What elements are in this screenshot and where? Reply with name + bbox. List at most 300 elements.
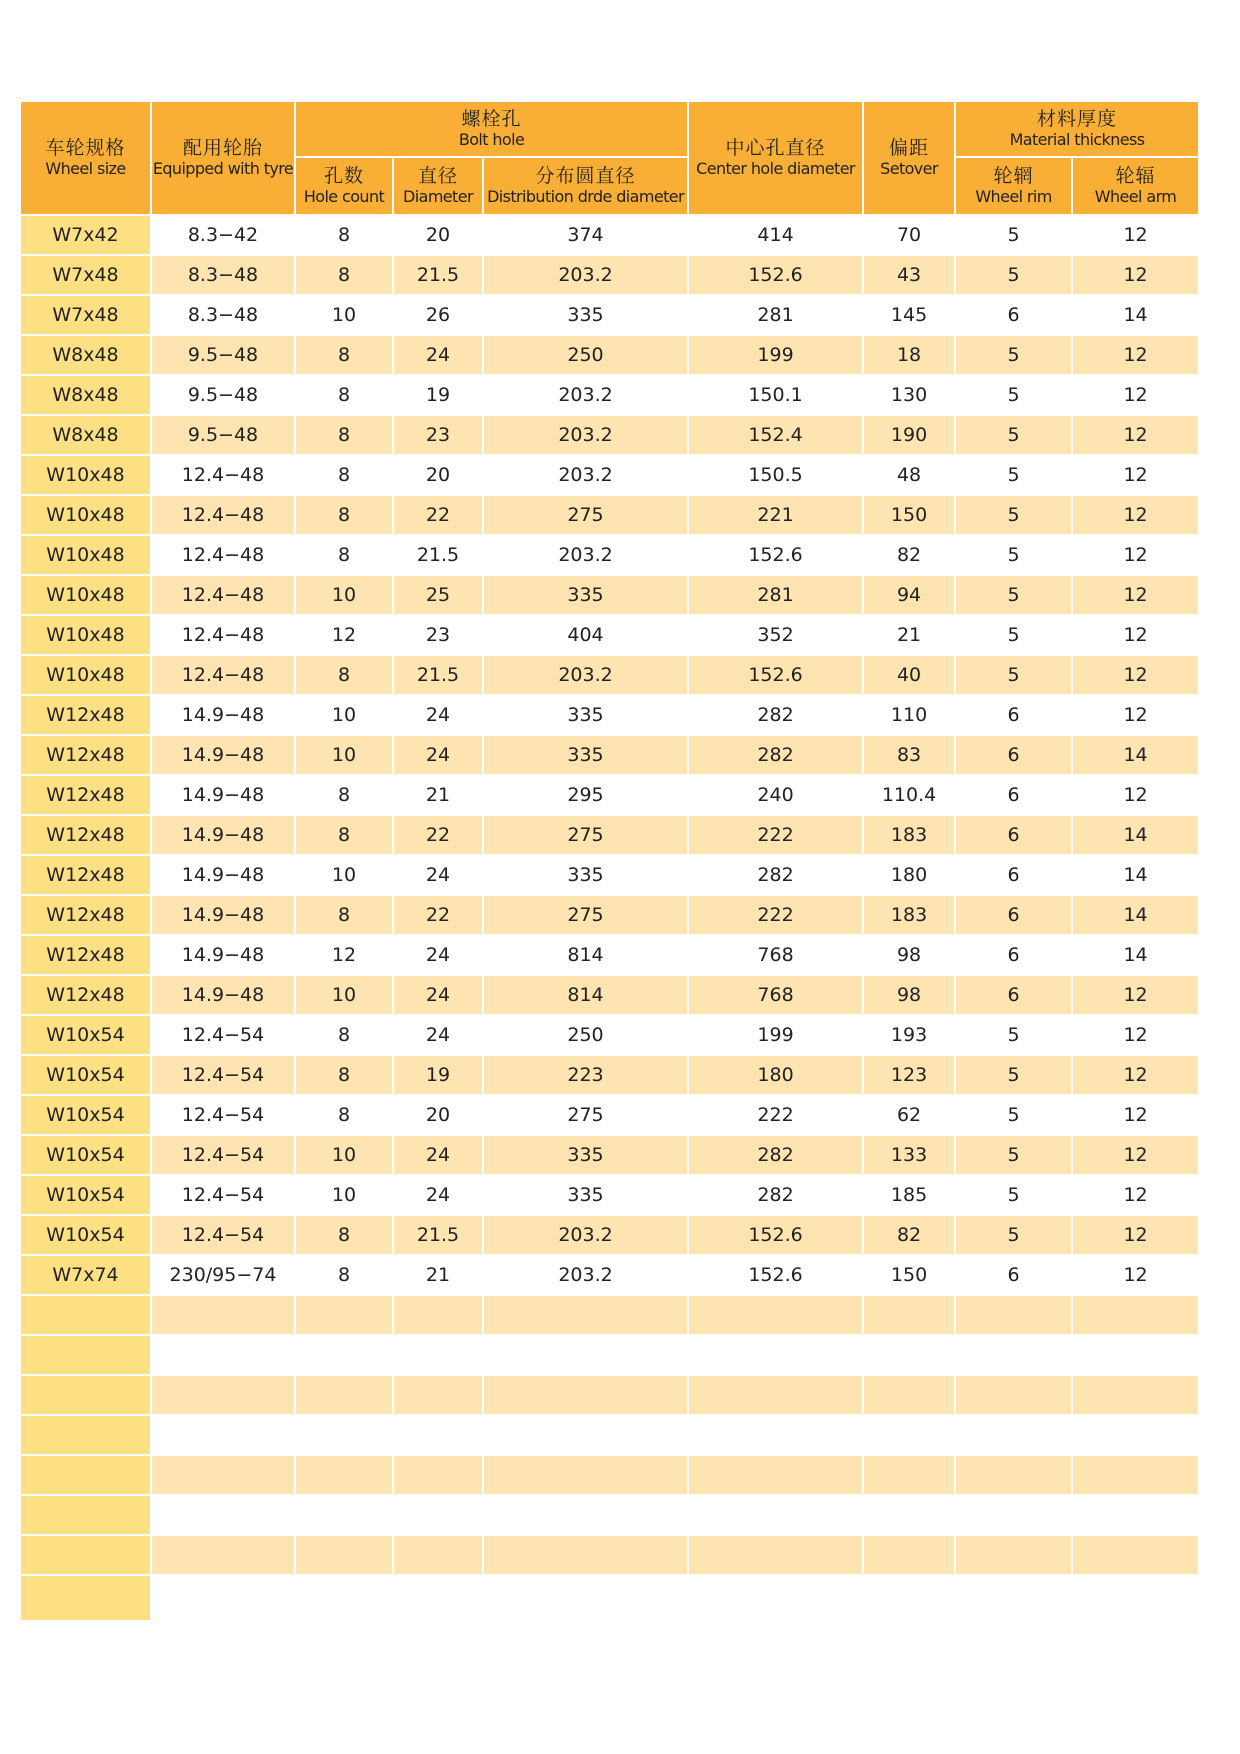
cell-tyre: 9.5−48 xyxy=(152,336,296,376)
cell-setover: 133 xyxy=(864,1136,956,1176)
cell-setover: 82 xyxy=(864,1216,956,1256)
cell-diameter xyxy=(394,1416,484,1456)
cell-wheel-rim: 5 xyxy=(956,256,1073,296)
cell-hole-count: 12 xyxy=(296,616,394,656)
cell-tyre: 12.4−54 xyxy=(152,1216,296,1256)
cell-wheel-rim: 5 xyxy=(956,216,1073,256)
cell-diameter: 22 xyxy=(394,896,484,936)
cell-setover: 185 xyxy=(864,1176,956,1216)
wheel-spec-table xyxy=(21,102,1198,1622)
cell-distribution-diameter xyxy=(484,1456,689,1496)
table-row xyxy=(21,536,1198,576)
cell-tyre: 12.4−54 xyxy=(152,1176,296,1216)
cell-wheel-rim xyxy=(956,1296,1073,1336)
cell-diameter: 21 xyxy=(394,1256,484,1296)
cell-center-hole: 180 xyxy=(689,1056,864,1096)
cell-wheel-rim: 5 xyxy=(956,576,1073,616)
cell-hole-count: 10 xyxy=(296,736,394,776)
cell-hole-count: 8 xyxy=(296,376,394,416)
cell-wheel-rim: 6 xyxy=(956,816,1073,856)
cell-wheel-size xyxy=(21,1536,152,1576)
cell-center-hole: 282 xyxy=(689,1176,864,1216)
cell-distribution-diameter xyxy=(484,1416,689,1456)
col-wheel-arm-zh: 轮辐 xyxy=(1115,165,1156,187)
cell-diameter: 22 xyxy=(394,816,484,856)
table-row xyxy=(21,1216,1198,1256)
cell-setover: 43 xyxy=(864,256,956,296)
cell-wheel-rim: 5 xyxy=(956,336,1073,376)
cell-wheel-size: W10x54 xyxy=(21,1136,152,1176)
cell-diameter xyxy=(394,1576,484,1622)
cell-wheel-size: W12x48 xyxy=(21,776,152,816)
cell-setover: 48 xyxy=(864,456,956,496)
cell-diameter: 20 xyxy=(394,456,484,496)
cell-diameter: 21.5 xyxy=(394,656,484,696)
cell-wheel-size: W12x48 xyxy=(21,976,152,1016)
cell-center-hole xyxy=(689,1416,864,1456)
table-row xyxy=(21,856,1198,896)
cell-hole-count: 10 xyxy=(296,1176,394,1216)
group-material-thickness xyxy=(956,102,1198,158)
table-row xyxy=(21,1376,1198,1416)
cell-wheel-size: W12x48 xyxy=(21,816,152,856)
cell-tyre: 12.4−48 xyxy=(152,496,296,536)
cell-diameter xyxy=(394,1296,484,1336)
cell-wheel-rim: 5 xyxy=(956,496,1073,536)
cell-distribution-diameter: 203.2 xyxy=(484,536,689,576)
col-wheel-rim-zh: 轮辋 xyxy=(993,165,1034,187)
cell-tyre: 8.3−48 xyxy=(152,256,296,296)
group-bolt-hole-en: Bolt hole xyxy=(458,130,525,149)
cell-hole-count: 8 xyxy=(296,256,394,296)
cell-diameter: 23 xyxy=(394,416,484,456)
cell-diameter: 20 xyxy=(394,1096,484,1136)
cell-diameter: 20 xyxy=(394,216,484,256)
cell-setover: 130 xyxy=(864,376,956,416)
cell-wheel-arm: 12 xyxy=(1073,216,1198,256)
cell-distribution-diameter: 203.2 xyxy=(484,1216,689,1256)
cell-tyre: 9.5−48 xyxy=(152,416,296,456)
cell-diameter: 21.5 xyxy=(394,256,484,296)
cell-wheel-arm xyxy=(1073,1296,1198,1336)
cell-wheel-size: W10x54 xyxy=(21,1016,152,1056)
cell-distribution-diameter: 374 xyxy=(484,216,689,256)
cell-wheel-rim: 5 xyxy=(956,1056,1073,1096)
cell-wheel-arm: 12 xyxy=(1073,1256,1198,1296)
cell-diameter: 24 xyxy=(394,1176,484,1216)
table-row xyxy=(21,1256,1198,1296)
cell-distribution-diameter: 203.2 xyxy=(484,376,689,416)
table-row xyxy=(21,696,1198,736)
cell-wheel-rim: 5 xyxy=(956,1216,1073,1256)
cell-wheel-size xyxy=(21,1296,152,1336)
cell-setover: 18 xyxy=(864,336,956,376)
cell-distribution-diameter: 335 xyxy=(484,736,689,776)
cell-wheel-arm: 12 xyxy=(1073,536,1198,576)
cell-hole-count: 10 xyxy=(296,696,394,736)
cell-setover xyxy=(864,1456,956,1496)
cell-wheel-size: W12x48 xyxy=(21,856,152,896)
cell-wheel-size xyxy=(21,1336,152,1376)
cell-setover: 70 xyxy=(864,216,956,256)
cell-center-hole xyxy=(689,1336,864,1376)
cell-setover xyxy=(864,1296,956,1336)
cell-center-hole: 768 xyxy=(689,976,864,1016)
col-tyre-en: Equipped with tyre xyxy=(152,159,294,178)
cell-wheel-rim xyxy=(956,1496,1073,1536)
cell-wheel-rim: 6 xyxy=(956,1256,1073,1296)
cell-distribution-diameter: 275 xyxy=(484,1096,689,1136)
cell-distribution-diameter: 275 xyxy=(484,816,689,856)
cell-setover: 190 xyxy=(864,416,956,456)
cell-distribution-diameter: 250 xyxy=(484,1016,689,1056)
cell-wheel-rim: 5 xyxy=(956,1136,1073,1176)
cell-wheel-rim: 6 xyxy=(956,696,1073,736)
cell-wheel-rim: 5 xyxy=(956,376,1073,416)
cell-wheel-size xyxy=(21,1456,152,1496)
cell-hole-count xyxy=(296,1536,394,1576)
cell-tyre: 230/95−74 xyxy=(152,1256,296,1296)
cell-distribution-diameter: 275 xyxy=(484,496,689,536)
cell-wheel-arm: 12 xyxy=(1073,576,1198,616)
cell-diameter xyxy=(394,1456,484,1496)
cell-wheel-rim: 5 xyxy=(956,536,1073,576)
cell-wheel-arm xyxy=(1073,1416,1198,1456)
cell-hole-count xyxy=(296,1456,394,1496)
table-row xyxy=(21,976,1198,1016)
cell-distribution-diameter xyxy=(484,1336,689,1376)
cell-setover xyxy=(864,1376,956,1416)
cell-wheel-arm: 14 xyxy=(1073,816,1198,856)
cell-wheel-rim: 6 xyxy=(956,296,1073,336)
col-setover xyxy=(864,102,956,216)
cell-center-hole: 222 xyxy=(689,1096,864,1136)
cell-wheel-arm: 12 xyxy=(1073,496,1198,536)
cell-center-hole xyxy=(689,1496,864,1536)
cell-tyre: 8.3−48 xyxy=(152,296,296,336)
cell-diameter: 19 xyxy=(394,376,484,416)
table-row xyxy=(21,1296,1198,1336)
cell-wheel-rim: 5 xyxy=(956,416,1073,456)
cell-tyre xyxy=(152,1456,296,1496)
cell-setover: 150 xyxy=(864,496,956,536)
table-row xyxy=(21,656,1198,696)
cell-diameter: 24 xyxy=(394,1016,484,1056)
cell-wheel-rim xyxy=(956,1336,1073,1376)
cell-distribution-diameter: 335 xyxy=(484,856,689,896)
cell-distribution-diameter: 275 xyxy=(484,896,689,936)
cell-distribution-diameter xyxy=(484,1496,689,1536)
cell-wheel-arm xyxy=(1073,1336,1198,1376)
col-distribution-zh: 分布圆直径 xyxy=(535,165,636,187)
cell-center-hole: 150.1 xyxy=(689,376,864,416)
cell-wheel-rim xyxy=(956,1536,1073,1576)
cell-distribution-diameter: 335 xyxy=(484,1136,689,1176)
table-row xyxy=(21,1136,1198,1176)
cell-diameter: 21 xyxy=(394,776,484,816)
table-row xyxy=(21,736,1198,776)
cell-wheel-arm xyxy=(1073,1576,1198,1622)
table-row xyxy=(21,1576,1198,1622)
cell-wheel-arm: 12 xyxy=(1073,1216,1198,1256)
cell-diameter xyxy=(394,1336,484,1376)
cell-center-hole: 152.6 xyxy=(689,256,864,296)
cell-wheel-arm: 12 xyxy=(1073,776,1198,816)
cell-tyre: 12.4−48 xyxy=(152,456,296,496)
table-row xyxy=(21,296,1198,336)
cell-setover xyxy=(864,1576,956,1622)
cell-diameter: 24 xyxy=(394,736,484,776)
cell-hole-count xyxy=(296,1416,394,1456)
cell-diameter: 21.5 xyxy=(394,536,484,576)
cell-wheel-rim: 6 xyxy=(956,896,1073,936)
group-bolt-hole-zh: 螺栓孔 xyxy=(461,108,522,130)
cell-wheel-size: W10x54 xyxy=(21,1176,152,1216)
cell-center-hole: 222 xyxy=(689,896,864,936)
col-setover-en: Setover xyxy=(880,159,938,178)
cell-hole-count: 10 xyxy=(296,1136,394,1176)
table-row xyxy=(21,816,1198,856)
cell-tyre: 14.9−48 xyxy=(152,976,296,1016)
cell-distribution-diameter: 814 xyxy=(484,936,689,976)
cell-diameter: 26 xyxy=(394,296,484,336)
cell-tyre: 8.3−42 xyxy=(152,216,296,256)
table-row xyxy=(21,216,1198,256)
cell-hole-count: 8 xyxy=(296,776,394,816)
cell-wheel-arm: 12 xyxy=(1073,656,1198,696)
cell-wheel-size: W12x48 xyxy=(21,936,152,976)
cell-wheel-size: W10x48 xyxy=(21,656,152,696)
cell-setover xyxy=(864,1496,956,1536)
cell-diameter: 24 xyxy=(394,1136,484,1176)
cell-distribution-diameter: 404 xyxy=(484,616,689,656)
col-diameter-en: Diameter xyxy=(403,187,473,206)
cell-wheel-arm xyxy=(1073,1376,1198,1416)
cell-tyre: 14.9−48 xyxy=(152,776,296,816)
cell-diameter xyxy=(394,1536,484,1576)
cell-wheel-size: W10x48 xyxy=(21,496,152,536)
cell-wheel-size: W10x48 xyxy=(21,456,152,496)
cell-tyre xyxy=(152,1296,296,1336)
cell-tyre xyxy=(152,1576,296,1622)
cell-center-hole: 282 xyxy=(689,696,864,736)
cell-hole-count: 8 xyxy=(296,1256,394,1296)
table-row xyxy=(21,896,1198,936)
table-row xyxy=(21,256,1198,296)
cell-hole-count: 8 xyxy=(296,216,394,256)
cell-wheel-size: W8x48 xyxy=(21,336,152,376)
cell-setover: 21 xyxy=(864,616,956,656)
cell-wheel-size xyxy=(21,1576,152,1622)
cell-center-hole: 282 xyxy=(689,856,864,896)
cell-hole-count: 8 xyxy=(296,1096,394,1136)
cell-wheel-rim: 5 xyxy=(956,1176,1073,1216)
cell-setover: 98 xyxy=(864,936,956,976)
cell-wheel-arm: 12 xyxy=(1073,616,1198,656)
table-row xyxy=(21,1176,1198,1216)
cell-wheel-rim: 5 xyxy=(956,1096,1073,1136)
cell-distribution-diameter: 335 xyxy=(484,296,689,336)
cell-distribution-diameter xyxy=(484,1576,689,1622)
cell-hole-count xyxy=(296,1336,394,1376)
cell-wheel-rim xyxy=(956,1576,1073,1622)
cell-wheel-size: W10x48 xyxy=(21,616,152,656)
cell-wheel-arm: 12 xyxy=(1073,336,1198,376)
cell-tyre: 14.9−48 xyxy=(152,816,296,856)
cell-wheel-size xyxy=(21,1416,152,1456)
cell-tyre: 12.4−54 xyxy=(152,1056,296,1096)
cell-wheel-size: W7x74 xyxy=(21,1256,152,1296)
cell-distribution-diameter: 814 xyxy=(484,976,689,1016)
cell-tyre: 14.9−48 xyxy=(152,936,296,976)
cell-tyre: 12.4−48 xyxy=(152,576,296,616)
cell-setover: 123 xyxy=(864,1056,956,1096)
cell-distribution-diameter: 203.2 xyxy=(484,456,689,496)
cell-center-hole: 152.4 xyxy=(689,416,864,456)
table-row xyxy=(21,456,1198,496)
cell-wheel-arm xyxy=(1073,1456,1198,1496)
cell-setover: 94 xyxy=(864,576,956,616)
cell-center-hole: 152.6 xyxy=(689,656,864,696)
cell-diameter: 21.5 xyxy=(394,1216,484,1256)
cell-tyre: 12.4−48 xyxy=(152,536,296,576)
cell-hole-count: 10 xyxy=(296,856,394,896)
col-distribution xyxy=(484,158,689,216)
cell-wheel-arm: 14 xyxy=(1073,296,1198,336)
cell-center-hole xyxy=(689,1456,864,1496)
table-row xyxy=(21,1336,1198,1376)
table-row xyxy=(21,376,1198,416)
cell-hole-count: 8 xyxy=(296,1016,394,1056)
cell-wheel-arm xyxy=(1073,1496,1198,1536)
table-body xyxy=(21,216,1198,1622)
cell-wheel-size: W12x48 xyxy=(21,736,152,776)
cell-hole-count: 8 xyxy=(296,1056,394,1096)
cell-distribution-diameter xyxy=(484,1536,689,1576)
cell-diameter xyxy=(394,1376,484,1416)
cell-diameter xyxy=(394,1496,484,1536)
cell-wheel-rim: 5 xyxy=(956,656,1073,696)
cell-wheel-arm: 12 xyxy=(1073,1056,1198,1096)
cell-wheel-size xyxy=(21,1376,152,1416)
cell-wheel-arm: 14 xyxy=(1073,856,1198,896)
cell-wheel-rim: 5 xyxy=(956,616,1073,656)
cell-wheel-size: W10x54 xyxy=(21,1056,152,1096)
cell-wheel-rim xyxy=(956,1376,1073,1416)
table-row xyxy=(21,1416,1198,1456)
cell-center-hole: 152.6 xyxy=(689,536,864,576)
cell-wheel-size: W7x48 xyxy=(21,256,152,296)
col-setover-zh: 偏距 xyxy=(889,137,930,159)
table-row xyxy=(21,416,1198,456)
cell-distribution-diameter: 335 xyxy=(484,696,689,736)
cell-diameter: 24 xyxy=(394,856,484,896)
cell-center-hole: 199 xyxy=(689,1016,864,1056)
cell-wheel-rim: 6 xyxy=(956,856,1073,896)
cell-distribution-diameter: 203.2 xyxy=(484,656,689,696)
cell-diameter: 22 xyxy=(394,496,484,536)
group-material-en: Material thickness xyxy=(1009,130,1145,149)
cell-setover: 62 xyxy=(864,1096,956,1136)
cell-wheel-size: W10x48 xyxy=(21,536,152,576)
cell-hole-count: 10 xyxy=(296,576,394,616)
cell-tyre: 12.4−54 xyxy=(152,1136,296,1176)
cell-wheel-arm: 12 xyxy=(1073,1096,1198,1136)
cell-center-hole: 281 xyxy=(689,296,864,336)
cell-distribution-diameter: 295 xyxy=(484,776,689,816)
table-row xyxy=(21,1056,1198,1096)
cell-wheel-arm: 14 xyxy=(1073,736,1198,776)
cell-center-hole: 152.6 xyxy=(689,1216,864,1256)
cell-wheel-arm: 12 xyxy=(1073,1176,1198,1216)
cell-hole-count: 8 xyxy=(296,816,394,856)
table-row xyxy=(21,1496,1198,1536)
cell-wheel-size: W8x48 xyxy=(21,376,152,416)
cell-tyre xyxy=(152,1416,296,1456)
cell-tyre: 12.4−48 xyxy=(152,656,296,696)
cell-center-hole xyxy=(689,1296,864,1336)
cell-diameter: 23 xyxy=(394,616,484,656)
col-center-hole-en: Center hole diameter xyxy=(696,159,855,178)
cell-hole-count: 8 xyxy=(296,1216,394,1256)
cell-wheel-arm: 12 xyxy=(1073,456,1198,496)
col-tyre-zh: 配用轮胎 xyxy=(182,137,263,159)
cell-distribution-diameter: 335 xyxy=(484,1176,689,1216)
cell-tyre: 14.9−48 xyxy=(152,696,296,736)
cell-hole-count: 8 xyxy=(296,336,394,376)
cell-wheel-size: W10x54 xyxy=(21,1096,152,1136)
cell-setover: 183 xyxy=(864,816,956,856)
cell-hole-count xyxy=(296,1576,394,1622)
cell-hole-count xyxy=(296,1376,394,1416)
cell-setover: 180 xyxy=(864,856,956,896)
col-diameter xyxy=(394,158,484,216)
table-row xyxy=(21,336,1198,376)
col-wheel-size-en: Wheel size xyxy=(45,159,126,178)
cell-wheel-rim: 6 xyxy=(956,976,1073,1016)
cell-distribution-diameter: 223 xyxy=(484,1056,689,1096)
cell-distribution-diameter: 335 xyxy=(484,576,689,616)
cell-setover: 183 xyxy=(864,896,956,936)
cell-center-hole: 768 xyxy=(689,936,864,976)
cell-wheel-arm: 14 xyxy=(1073,896,1198,936)
cell-wheel-arm: 12 xyxy=(1073,376,1198,416)
cell-setover xyxy=(864,1336,956,1376)
group-material-zh: 材料厚度 xyxy=(1037,108,1118,130)
cell-setover xyxy=(864,1536,956,1576)
cell-wheel-size: W7x42 xyxy=(21,216,152,256)
cell-center-hole: 282 xyxy=(689,736,864,776)
col-wheel-size-zh: 车轮规格 xyxy=(45,137,126,159)
cell-wheel-rim xyxy=(956,1456,1073,1496)
cell-hole-count: 10 xyxy=(296,976,394,1016)
cell-setover: 98 xyxy=(864,976,956,1016)
cell-wheel-size: W12x48 xyxy=(21,896,152,936)
table-row xyxy=(21,1456,1198,1496)
col-hole-count xyxy=(296,158,394,216)
table-row xyxy=(21,576,1198,616)
cell-wheel-arm: 12 xyxy=(1073,416,1198,456)
cell-center-hole: 222 xyxy=(689,816,864,856)
cell-diameter: 24 xyxy=(394,976,484,1016)
cell-wheel-arm: 12 xyxy=(1073,256,1198,296)
cell-setover: 110.4 xyxy=(864,776,956,816)
cell-center-hole xyxy=(689,1376,864,1416)
cell-setover: 82 xyxy=(864,536,956,576)
cell-diameter: 19 xyxy=(394,1056,484,1096)
cell-tyre xyxy=(152,1376,296,1416)
table-row xyxy=(21,1536,1198,1576)
